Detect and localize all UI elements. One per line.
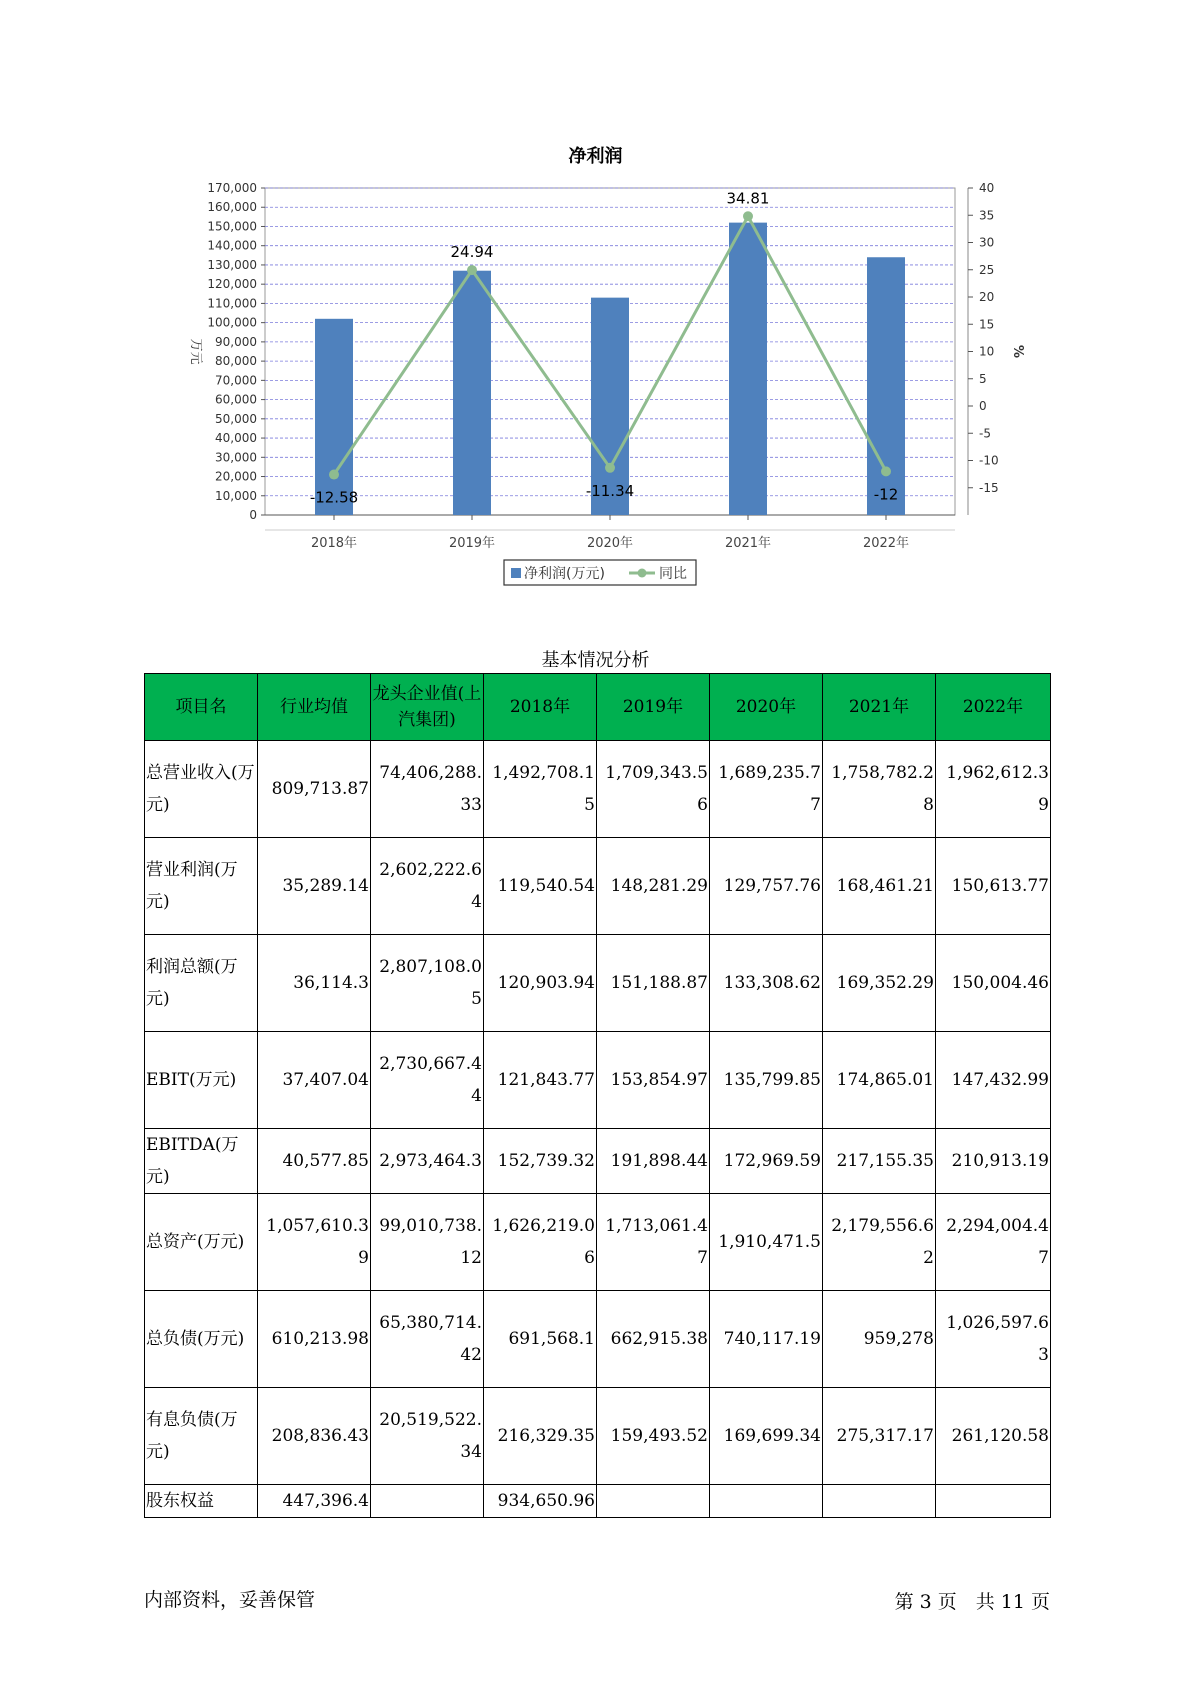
value-cell: 216,329.35 bbox=[484, 1388, 597, 1485]
y2-tick-label: 20 bbox=[979, 290, 995, 304]
yoy-data-label: -11.34 bbox=[585, 481, 635, 500]
y-tick-label: 50,000 bbox=[215, 411, 257, 426]
y2-tick-label: 10 bbox=[979, 344, 995, 359]
row-label-cell: 营业利润(万元) bbox=[145, 838, 258, 935]
y-tick-label: 120,000 bbox=[207, 277, 257, 292]
table-row bbox=[145, 1485, 1051, 1518]
table-row bbox=[145, 1194, 1051, 1291]
value-cell: 2,807,108.05 bbox=[371, 935, 484, 1032]
y2-tick-label: 0 bbox=[979, 399, 987, 413]
yoy-point bbox=[881, 466, 891, 476]
header-2019: 2019年 bbox=[597, 674, 710, 741]
table-row bbox=[145, 1291, 1051, 1388]
table-row bbox=[145, 838, 1051, 935]
legend-bar-swatch bbox=[511, 568, 521, 578]
yoy-data-label: 34.81 bbox=[726, 189, 770, 208]
y2-tick-label: 5 bbox=[979, 371, 987, 386]
legend-bar-label: 净利润(万元) bbox=[524, 566, 605, 582]
y-tick-label: 30,000 bbox=[215, 450, 257, 465]
value-cell: 1,910,471.5 bbox=[710, 1194, 823, 1291]
y-tick-label: 20,000 bbox=[215, 469, 257, 484]
footer-confidential: 内部资料，妥善保管 bbox=[144, 1589, 316, 1611]
value-cell: 74,406,288.33 bbox=[371, 741, 484, 838]
value-cell: 121,843.77 bbox=[484, 1032, 597, 1129]
y-tick-label: 60,000 bbox=[215, 392, 257, 407]
value-cell: 152,739.32 bbox=[484, 1129, 597, 1194]
bar bbox=[729, 223, 767, 515]
value-cell: 447,396.4 bbox=[258, 1485, 371, 1518]
basic-analysis-table bbox=[144, 673, 1051, 1518]
value-cell: 740,117.19 bbox=[710, 1291, 823, 1388]
y-tick-label: 130,000 bbox=[207, 257, 257, 272]
value-cell: 2,602,222.64 bbox=[371, 838, 484, 935]
value-cell: 2,973,464.3 bbox=[371, 1129, 484, 1194]
row-label-cell: 总营业收入(万元) bbox=[145, 741, 258, 838]
y2-tick-label: -10 bbox=[979, 453, 999, 468]
value-cell: 37,407.04 bbox=[258, 1032, 371, 1129]
value-cell bbox=[710, 1485, 823, 1518]
value-cell: 1,026,597.63 bbox=[936, 1291, 1051, 1388]
y-tick-label: 80,000 bbox=[215, 354, 257, 369]
value-cell: 809,713.87 bbox=[258, 741, 371, 838]
value-cell: 2,179,556.62 bbox=[823, 1194, 936, 1291]
yoy-point bbox=[743, 211, 753, 221]
y-tick-label: 150,000 bbox=[207, 219, 257, 234]
value-cell: 151,188.87 bbox=[597, 935, 710, 1032]
value-cell: 65,380,714.42 bbox=[371, 1291, 484, 1388]
value-cell: 169,699.34 bbox=[710, 1388, 823, 1485]
value-cell bbox=[597, 1485, 710, 1518]
table-row bbox=[145, 1388, 1051, 1485]
value-cell: 1,758,782.28 bbox=[823, 741, 936, 838]
table-row bbox=[145, 1129, 1051, 1194]
bar bbox=[315, 319, 353, 515]
row-label-cell: 股东权益 bbox=[145, 1485, 258, 1518]
value-cell: 662,915.38 bbox=[597, 1291, 710, 1388]
value-cell: 959,278 bbox=[823, 1291, 936, 1388]
header-2022: 2022年 bbox=[936, 674, 1051, 741]
value-cell: 275,317.17 bbox=[823, 1388, 936, 1485]
header-leader-value: 龙头企业值(上汽集团) bbox=[371, 674, 484, 741]
y2-tick-label: 25 bbox=[979, 262, 995, 277]
value-cell: 1,713,061.47 bbox=[597, 1194, 710, 1291]
y-tick-label: 110,000 bbox=[207, 296, 257, 311]
legend-line-marker bbox=[638, 569, 647, 578]
table-caption: 基本情况分析 bbox=[541, 650, 650, 671]
table-row bbox=[145, 741, 1051, 838]
header-2018: 2018年 bbox=[484, 674, 597, 741]
value-cell: 2,730,667.44 bbox=[371, 1032, 484, 1129]
y2-tick-label: -15 bbox=[979, 480, 999, 495]
value-cell: 150,004.46 bbox=[936, 935, 1051, 1032]
x-tick-label: 2021年 bbox=[724, 536, 772, 551]
x-tick-label: 2019年 bbox=[448, 536, 496, 551]
value-cell: 208,836.43 bbox=[258, 1388, 371, 1485]
value-cell: 1,492,708.15 bbox=[484, 741, 597, 838]
y-tick-label: 160,000 bbox=[207, 200, 257, 215]
y-tick-label: 100,000 bbox=[207, 315, 257, 330]
y-tick-label: 140,000 bbox=[207, 238, 257, 253]
yoy-data-label: -12 bbox=[873, 485, 899, 504]
table-row bbox=[145, 1032, 1051, 1129]
yoy-point bbox=[467, 265, 477, 275]
value-cell: 1,626,219.06 bbox=[484, 1194, 597, 1291]
value-cell: 133,308.62 bbox=[710, 935, 823, 1032]
y-tick-label: 0 bbox=[249, 508, 257, 522]
net-profit-chart bbox=[0, 0, 1191, 600]
yoy-point bbox=[605, 463, 615, 473]
value-cell: 1,057,610.39 bbox=[258, 1194, 371, 1291]
y-tick-label: 90,000 bbox=[215, 334, 257, 349]
value-cell: 119,540.54 bbox=[484, 838, 597, 935]
value-cell: 20,519,522.34 bbox=[371, 1388, 484, 1485]
value-cell: 147,432.99 bbox=[936, 1032, 1051, 1129]
y2-axis-label: % bbox=[1010, 344, 1025, 359]
value-cell: 934,650.96 bbox=[484, 1485, 597, 1518]
yoy-data-label: -12.58 bbox=[309, 488, 359, 507]
y2-tick-label: 15 bbox=[979, 317, 995, 332]
value-cell bbox=[823, 1485, 936, 1518]
value-cell: 169,352.29 bbox=[823, 935, 936, 1032]
row-label-cell: 利润总额(万元) bbox=[145, 935, 258, 1032]
y2-tick-label: 40 bbox=[979, 181, 995, 195]
y-tick-label: 40,000 bbox=[215, 431, 257, 446]
value-cell: 99,010,738.12 bbox=[371, 1194, 484, 1291]
value-cell: 35,289.14 bbox=[258, 838, 371, 935]
y-tick-label: 70,000 bbox=[215, 373, 257, 388]
footer-page-number: 第 3 页 共 11 页 bbox=[894, 1591, 1050, 1613]
header-2020: 2020年 bbox=[710, 674, 823, 741]
legend-line-label: 同比 bbox=[659, 566, 687, 582]
bar bbox=[453, 271, 491, 515]
y2-tick-label: 30 bbox=[979, 235, 995, 250]
value-cell bbox=[936, 1485, 1051, 1518]
value-cell: 217,155.35 bbox=[823, 1129, 936, 1194]
table-header-row bbox=[145, 674, 1051, 741]
chart-canvas bbox=[0, 0, 1191, 600]
chart-title: 净利润 bbox=[568, 146, 623, 167]
y-axis-label: 万元 bbox=[188, 338, 203, 365]
header-2021: 2021年 bbox=[823, 674, 936, 741]
row-label-cell: 总负债(万元) bbox=[145, 1291, 258, 1388]
y2-tick-label: -5 bbox=[979, 426, 991, 441]
y2-tick-label: 35 bbox=[979, 208, 995, 223]
value-cell: 168,461.21 bbox=[823, 838, 936, 935]
x-tick-label: 2022年 bbox=[862, 536, 910, 551]
value-cell: 174,865.01 bbox=[823, 1032, 936, 1129]
x-tick-label: 2020年 bbox=[586, 536, 634, 551]
value-cell: 1,962,612.39 bbox=[936, 741, 1051, 838]
value-cell: 120,903.94 bbox=[484, 935, 597, 1032]
x-tick-label: 2018年 bbox=[310, 536, 358, 551]
y-tick-label: 10,000 bbox=[215, 488, 257, 503]
value-cell: 148,281.29 bbox=[597, 838, 710, 935]
row-label-cell: 总资产(万元) bbox=[145, 1194, 258, 1291]
row-label-cell: 有息负债(万元) bbox=[145, 1388, 258, 1485]
y-tick-label: 170,000 bbox=[207, 181, 257, 195]
value-cell: 2,294,004.47 bbox=[936, 1194, 1051, 1291]
header-industry-avg: 行业均值 bbox=[258, 674, 371, 741]
row-label-cell: EBIT(万元) bbox=[145, 1032, 258, 1129]
value-cell: 40,577.85 bbox=[258, 1129, 371, 1194]
yoy-point bbox=[329, 470, 339, 480]
value-cell: 1,689,235.77 bbox=[710, 741, 823, 838]
value-cell: 129,757.76 bbox=[710, 838, 823, 935]
value-cell: 150,613.77 bbox=[936, 838, 1051, 935]
value-cell bbox=[371, 1485, 484, 1518]
yoy-data-label: 24.94 bbox=[450, 243, 494, 262]
row-label-cell: EBITDA(万元) bbox=[145, 1129, 258, 1194]
value-cell: 261,120.58 bbox=[936, 1388, 1051, 1485]
value-cell: 610,213.98 bbox=[258, 1291, 371, 1388]
table-row bbox=[145, 935, 1051, 1032]
value-cell: 36,114.3 bbox=[258, 935, 371, 1032]
value-cell: 691,568.1 bbox=[484, 1291, 597, 1388]
value-cell: 172,969.59 bbox=[710, 1129, 823, 1194]
value-cell: 159,493.52 bbox=[597, 1388, 710, 1485]
header-item-name: 项目名 bbox=[145, 674, 258, 741]
value-cell: 153,854.97 bbox=[597, 1032, 710, 1129]
value-cell: 210,913.19 bbox=[936, 1129, 1051, 1194]
value-cell: 135,799.85 bbox=[710, 1032, 823, 1129]
value-cell: 1,709,343.56 bbox=[597, 741, 710, 838]
value-cell: 191,898.44 bbox=[597, 1129, 710, 1194]
